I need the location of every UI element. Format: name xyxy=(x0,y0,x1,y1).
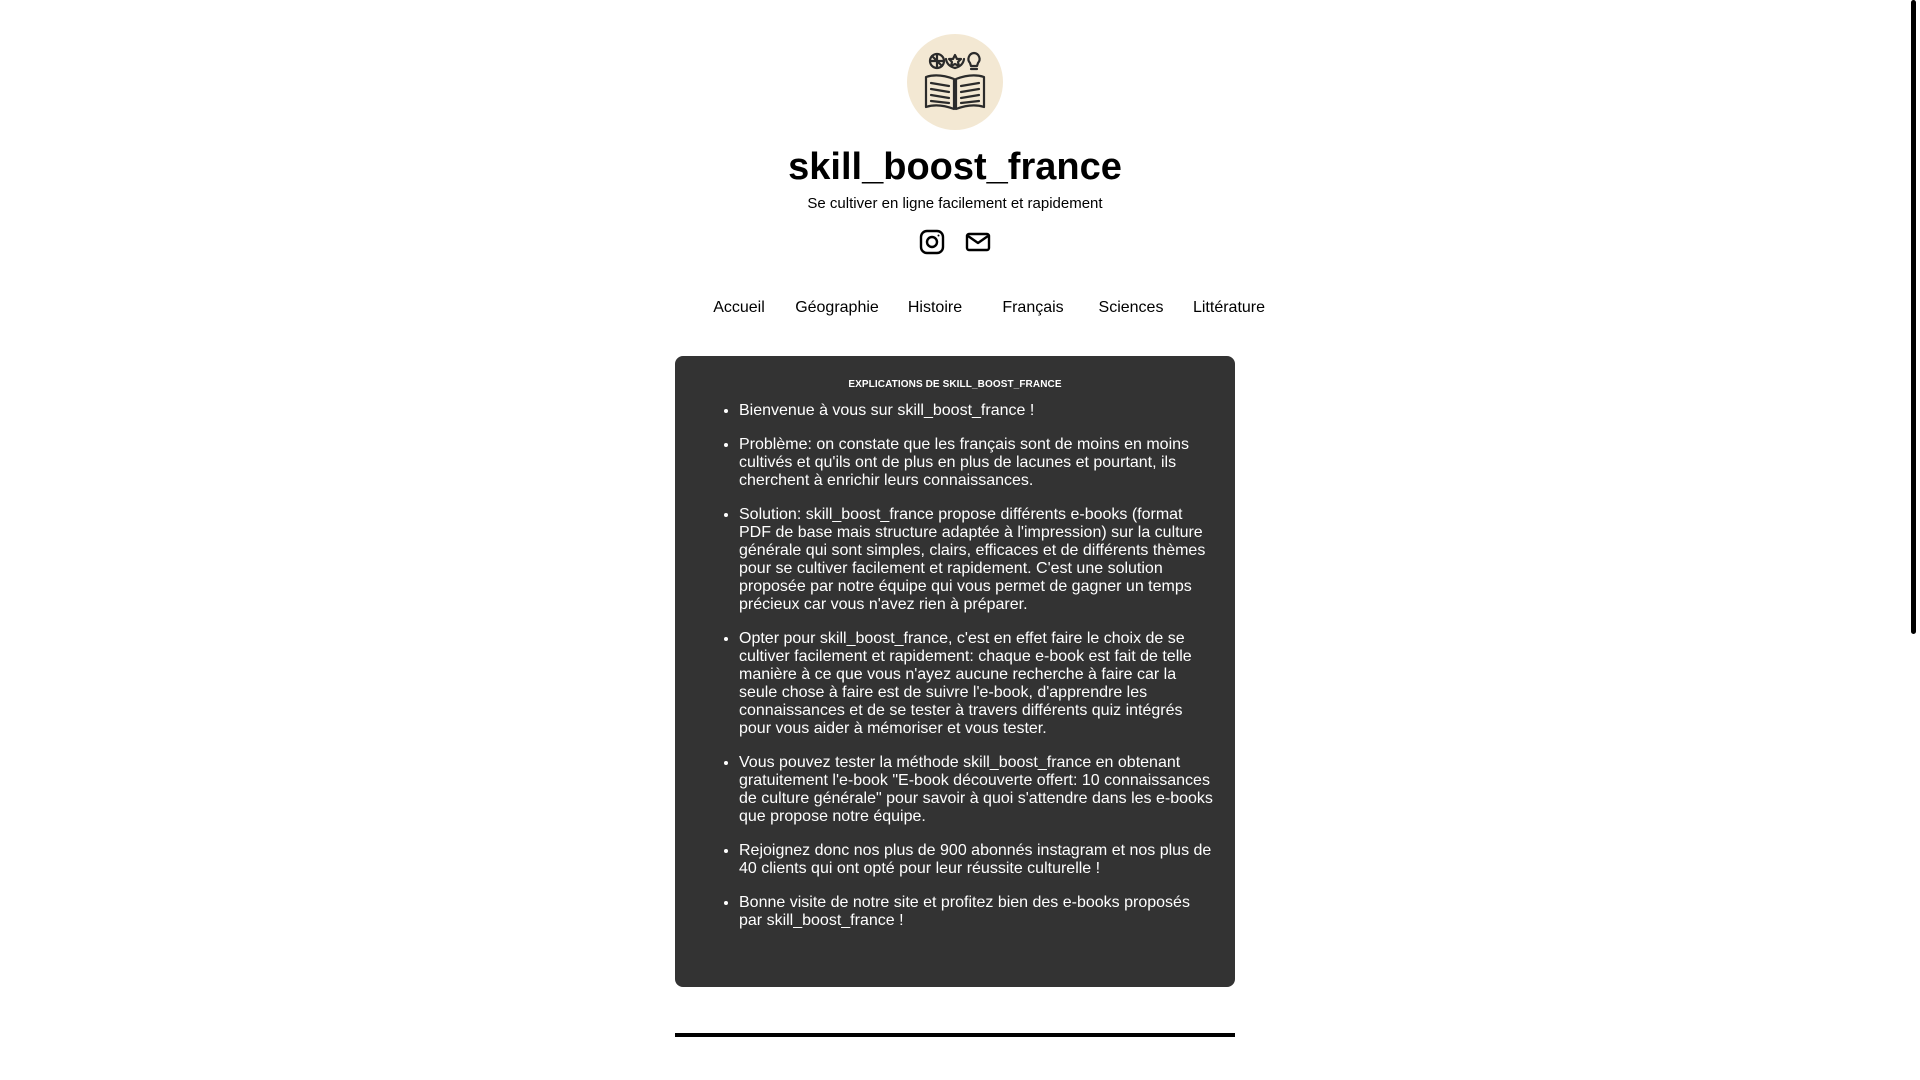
avatar xyxy=(907,34,1003,130)
list-item: • Opter pour skill_boost_france, c'est en effet faire le choix de se cultiver facilement et rapidement: chaque e-book est fait de telle manière à ce que vous n'ayez aucune recherche à faire car la seule chose à faire est de suivre l'e-book, d'apprendre les connaissances et de se tester à travers différents quiz intégrés pour vous aider à mémoriser et vous tester. xyxy=(739,630,1213,738)
instagram-icon xyxy=(919,229,945,255)
profile-subtitle: Se cultiver en ligne facilement et rapidement xyxy=(807,195,1103,212)
explanation-card xyxy=(675,356,1235,987)
nav-item-sciences[interactable]: Sciences xyxy=(1098,299,1164,316)
list-item: • Rejoignez donc nos plus de 900 abonnés instagram et nos plus de 40 clients qui ont opté pour leur réussite culturelle ! xyxy=(739,842,1213,878)
explanation-list xyxy=(697,402,1213,930)
email-link[interactable] xyxy=(964,228,992,256)
list-item: • Solution: skill_boost_france propose différents e-books (format PDF de base mais structure adaptée à l'impression) sur la culture générale qui sont simples, clairs, efficaces et de différents thèmes pour se cultiver facilement et rapidement. C'est une solution proposée par notre équipe qui vous permet de gagner un temps précieux car vous n'avez rien à préparer. xyxy=(739,506,1213,614)
category-nav xyxy=(690,294,1266,322)
nav-item-francais[interactable]: Français xyxy=(1002,299,1064,316)
nav-item-geographie[interactable]: Géographie xyxy=(795,299,879,316)
nav-item-accueil[interactable]: Accueil xyxy=(713,299,765,316)
instagram-link[interactable] xyxy=(918,228,946,256)
card-title: EXPLICATIONS DE SKILL_BOOST_FRANCE xyxy=(848,379,1062,390)
mail-icon xyxy=(965,229,991,255)
list-item: • Bienvenue à vous sur skill_boost_france ! xyxy=(739,402,1213,420)
list-item: • Bonne visite de notre site et profitez bien des e-books proposés par skill_boost_france ! xyxy=(739,894,1213,930)
list-item: • Vous pouvez tester la méthode skill_boost_france en obtenant gratuitement l'e-book "E-book découverte offert: 10 connaissances de culture générale" pour savoir à quoi s'attendre dans les e-books que propose notre équipe. xyxy=(739,754,1213,826)
social-links xyxy=(918,228,992,256)
open-book-icon xyxy=(920,47,990,117)
nav-item-histoire[interactable]: Histoire xyxy=(907,299,963,316)
profile-title: skill_boost_france xyxy=(788,146,1122,188)
scrollbar[interactable] xyxy=(1911,0,1916,634)
list-item: • Problème: on constate que les français sont de moins en moins cultivés et qu'ils ont de plus en plus de lacunes et pourtant, ils cherchent à enrichir leurs connaissances. xyxy=(739,436,1213,490)
section-divider xyxy=(675,1033,1235,1037)
nav-item-litterature[interactable]: Littérature xyxy=(1192,299,1266,316)
